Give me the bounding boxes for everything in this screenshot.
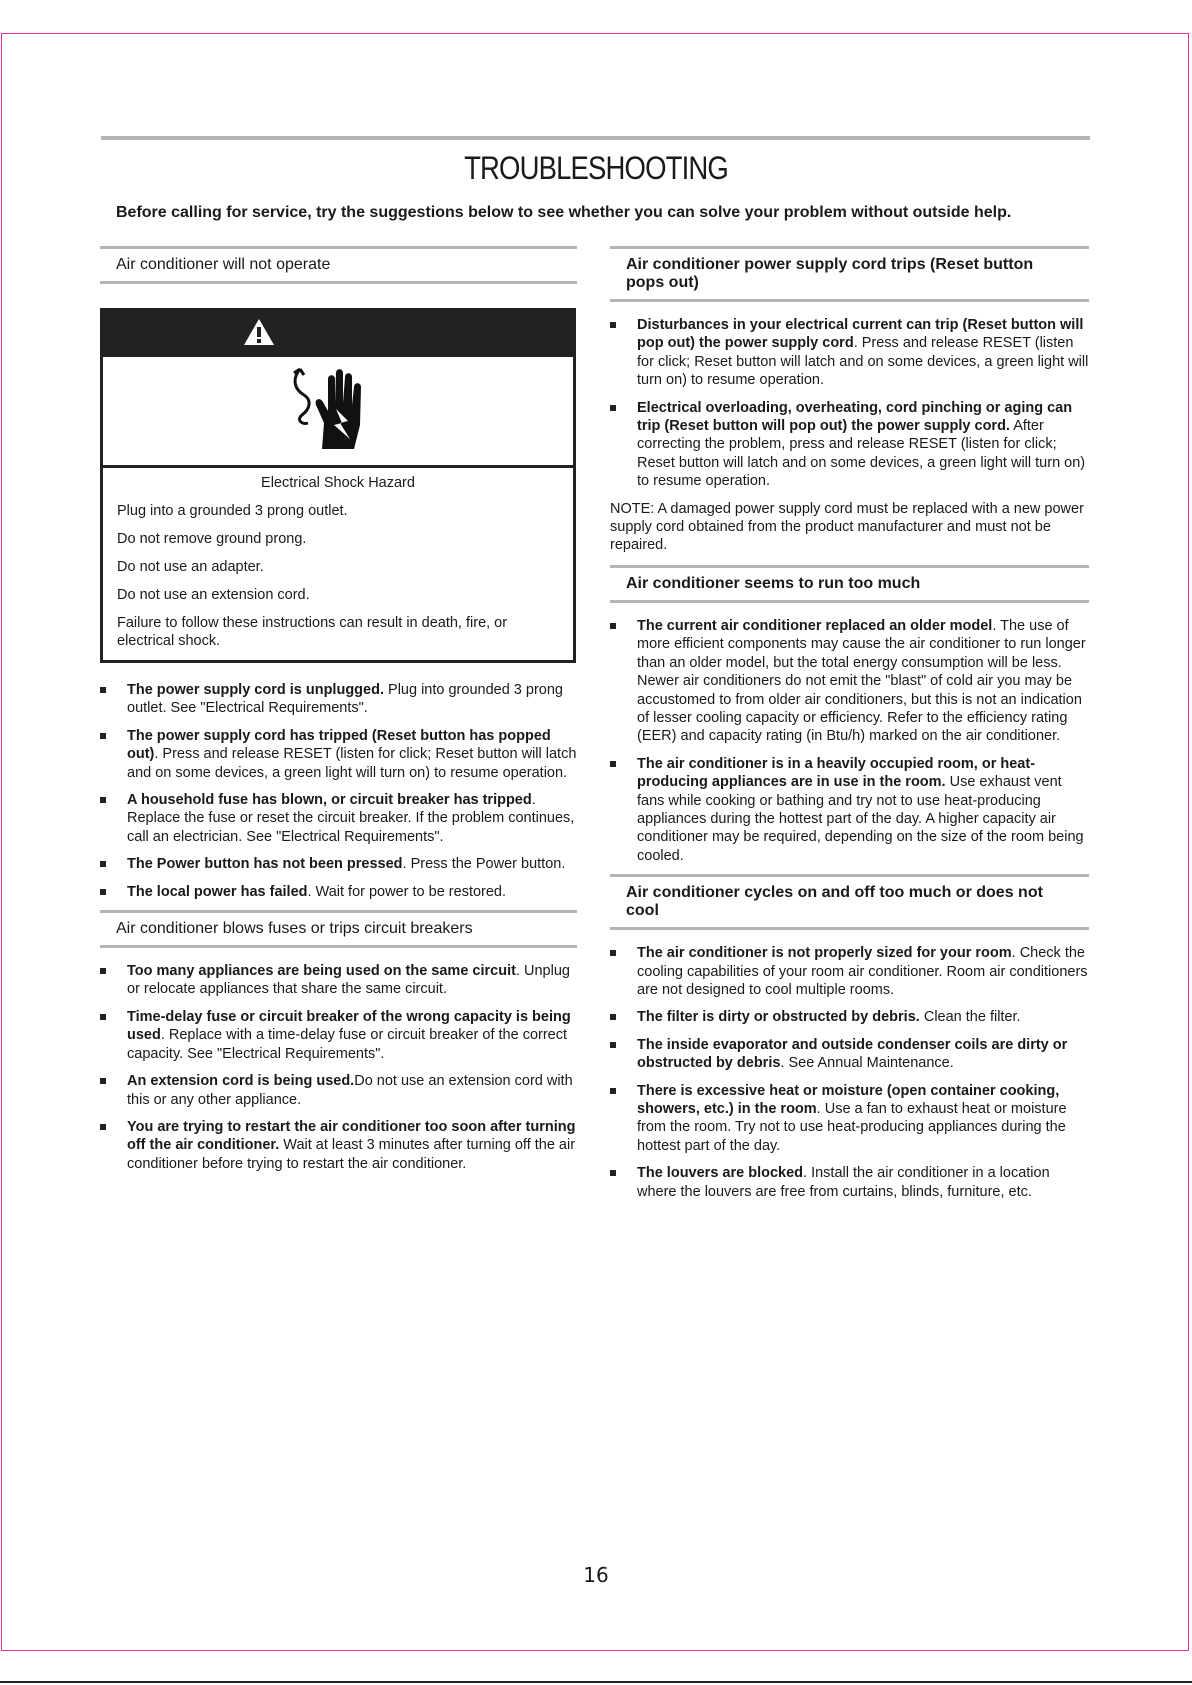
item-text: Wait at least 3 minutes after turning off the air conditioner before trying to restart the air conditioner. xyxy=(127,1137,576,1172)
list-item xyxy=(100,855,577,873)
item-text: . Replace with a time-delay fuse or circuit breaker of the correct capacity. See "Electrical Requirements". xyxy=(127,1027,568,1062)
item-bold: The inside evaporator and outside condenser coils are dirty or obstructed by debris xyxy=(637,1036,1068,1072)
warning-line: Do not use an extension cord. xyxy=(117,587,310,603)
item-bold: The louvers are blocked xyxy=(637,1165,804,1182)
item-bold: Time-delay fuse or circuit breaker of the wrong capacity is being used xyxy=(127,1008,571,1044)
bullet-icon xyxy=(610,761,616,767)
bullet-icon xyxy=(610,322,616,328)
bullet-icon xyxy=(100,889,106,895)
list-item xyxy=(610,316,1089,390)
bullet-icon xyxy=(100,861,106,867)
bullet-icon xyxy=(610,950,616,956)
bullet-icon xyxy=(610,1042,616,1048)
bullet-icon xyxy=(100,687,106,693)
bullet-list xyxy=(610,316,1089,491)
item-text: . Use a fan to exhaust heat or moisture from the room. Try not to use heat-producing appliances during the hottest part of the day. xyxy=(637,1101,1067,1154)
bullet-list xyxy=(610,617,1089,865)
item-bold: The current air conditioner replaced an older model xyxy=(637,617,993,634)
item-text: . Check the cooling capabilities of your room air conditioner. Room air conditioners are not designed to cool multiple rooms. xyxy=(637,945,1088,998)
electric-shock-hand-icon xyxy=(292,365,372,457)
bullet-icon xyxy=(100,797,106,803)
list-item xyxy=(100,1118,577,1173)
item-text: . Wait for power to be restored. xyxy=(307,883,507,900)
item-text: After correcting the problem, press and release RESET (listen for click; Reset button will latch and on some devices, a green light will turn on) to resume operation. xyxy=(637,418,1086,490)
list-item xyxy=(610,755,1089,865)
section-heading: Air conditioner cycles on and off too much or does not cool xyxy=(610,874,1089,930)
intro-text: Before calling for service, try the suggestions below to see whether you can solve your problem without outside help. xyxy=(116,204,1012,221)
section-heading: Air conditioner power supply cord trips (Reset button pops out) xyxy=(610,246,1089,302)
list-item xyxy=(100,727,577,782)
bullet-icon xyxy=(100,968,106,974)
section-heading: Air conditioner will not operate xyxy=(100,246,577,284)
item-bold: There is excessive heat or moisture (open container cooking, showers, etc.) in the room xyxy=(637,1082,1060,1117)
list-item xyxy=(100,1008,577,1063)
item-text: Use exhaust vent fans while cooking or bathing and try not to use heat-producing appliances during the hottest part of the day. A higher capacity air conditioner may be required, depending on the size of the room being cooled. xyxy=(637,774,1084,864)
page-number: 16 xyxy=(583,1563,609,1587)
bullet-icon xyxy=(610,405,616,411)
warning-box xyxy=(100,308,576,663)
list-item xyxy=(610,617,1089,746)
list-item xyxy=(100,1072,577,1109)
item-bold: Disturbances in your electrical current can trip (Reset button will pop out) the power supply cord xyxy=(637,317,1084,352)
warning-image xyxy=(103,357,573,468)
warning-line: Do not remove ground prong. xyxy=(117,531,307,547)
item-bold: Electrical overloading, overheating, cord pinching or aging can trip (Reset button will pop out) the power supply cord. xyxy=(637,399,1073,435)
list-item xyxy=(100,962,577,999)
item-bold: The filter is dirty or obstructed by debris. xyxy=(637,1009,920,1026)
item-bold: The air conditioner is in a heavily occupied room, or heat-producing appliances are in use in the room. xyxy=(637,755,1036,791)
item-text: . Replace the fuse or reset the circuit breaker. If the problem continues, call an electrician. See "Electrical Requirements". xyxy=(127,792,575,845)
item-bold: The Power button has not been pressed xyxy=(127,856,403,873)
bullet-icon xyxy=(610,1170,616,1176)
bullet-icon xyxy=(100,1124,106,1130)
item-bold: A household fuse has blown, or circuit breaker has tripped xyxy=(127,792,532,809)
item-text: . The use of more efficient components may cause the air conditioner to run longer than an older model, but the total energy consumption will be less. Newer air conditioners do not emit the "blast" of cold air you may be accustomed to from older air conditioners, but this is not an indication of lesser cooling capacity or efficiency. Refer to the efficiency rating (EER) and capacity rating (in Btu/h) marked on the air conditioner. xyxy=(637,617,1086,745)
item-text: . Press and release RESET (listen for click; Reset button will latch and on some devices, a green light will turn on) to resume operation. xyxy=(127,746,577,781)
bullet-icon xyxy=(610,623,616,629)
hazard-title: Electrical Shock Hazard xyxy=(261,475,415,491)
bullet-icon xyxy=(100,733,106,739)
bullet-icon xyxy=(100,1078,106,1084)
warning-header xyxy=(103,311,573,357)
bullet-icon xyxy=(610,1088,616,1094)
list-item xyxy=(610,1082,1089,1156)
top-rule xyxy=(101,136,1090,140)
item-bold: The power supply cord is unplugged. xyxy=(127,682,384,698)
list-item xyxy=(100,681,577,718)
note-text: NOTE: A damaged power supply cord must be replaced with a new power supply cord obtained from the product manufacturer and must not be repaired. xyxy=(610,500,1084,554)
warning-text xyxy=(103,468,573,660)
item-text: . Unplug or relocate appliances that share the same circuit. xyxy=(127,963,570,998)
left-column xyxy=(100,246,577,1182)
warning-line: Do not use an adapter. xyxy=(117,559,264,575)
item-text: . Install the air conditioner in a location where the louvers are free from curtains, blinds, furniture, etc. xyxy=(637,1165,1050,1200)
list-item xyxy=(610,399,1089,491)
warning-line: Plug into a grounded 3 prong outlet. xyxy=(117,503,348,519)
list-item xyxy=(610,1036,1089,1073)
bullet-icon xyxy=(100,1014,106,1020)
item-text: Clean the filter. xyxy=(919,1009,1021,1026)
item-bold: An extension cord is being used. xyxy=(127,1073,355,1090)
section-heading: Air conditioner seems to run too much xyxy=(610,565,1089,603)
item-text: . See Annual Maintenance. xyxy=(780,1055,954,1072)
right-column xyxy=(610,246,1089,1210)
list-item xyxy=(100,791,577,846)
item-text: Plug into grounded 3 prong outlet. See "Electrical Requirements". xyxy=(127,682,563,717)
bullet-icon xyxy=(610,1014,616,1020)
bullet-list xyxy=(610,944,1089,1201)
page-title: TROUBLESHOOTING xyxy=(464,150,728,186)
warning-triangle-icon xyxy=(242,317,276,347)
bottom-rule xyxy=(0,1681,1192,1683)
list-item xyxy=(610,1008,1089,1026)
list-item xyxy=(610,944,1089,999)
item-bold: The power supply cord has tripped (Reset button has popped out) xyxy=(127,727,551,763)
warning-line: Failure to follow these instructions can result in death, fire, or electrical shock. xyxy=(117,615,508,649)
bullet-list xyxy=(100,681,577,901)
item-text: . Press and release RESET (listen for click; Reset button will latch and on some devices, a green light will turn on) to resume operation. xyxy=(637,335,1089,389)
item-text: Do not use an extension cord with this or any other appliance. xyxy=(127,1073,573,1108)
bullet-list xyxy=(100,962,577,1173)
item-bold: The air conditioner is not properly sized for your room xyxy=(637,945,1012,962)
list-item xyxy=(610,1164,1089,1201)
list-item xyxy=(100,883,577,901)
item-bold: The local power has failed xyxy=(127,883,308,900)
item-bold: Too many appliances are being used on the same circuit xyxy=(127,963,516,980)
section-heading: Air conditioner blows fuses or trips circuit breakers xyxy=(100,910,577,948)
item-text: . Press the Power button. xyxy=(402,856,566,873)
item-bold: You are trying to restart the air conditioner too soon after turning off the air conditioner. xyxy=(127,1118,576,1154)
